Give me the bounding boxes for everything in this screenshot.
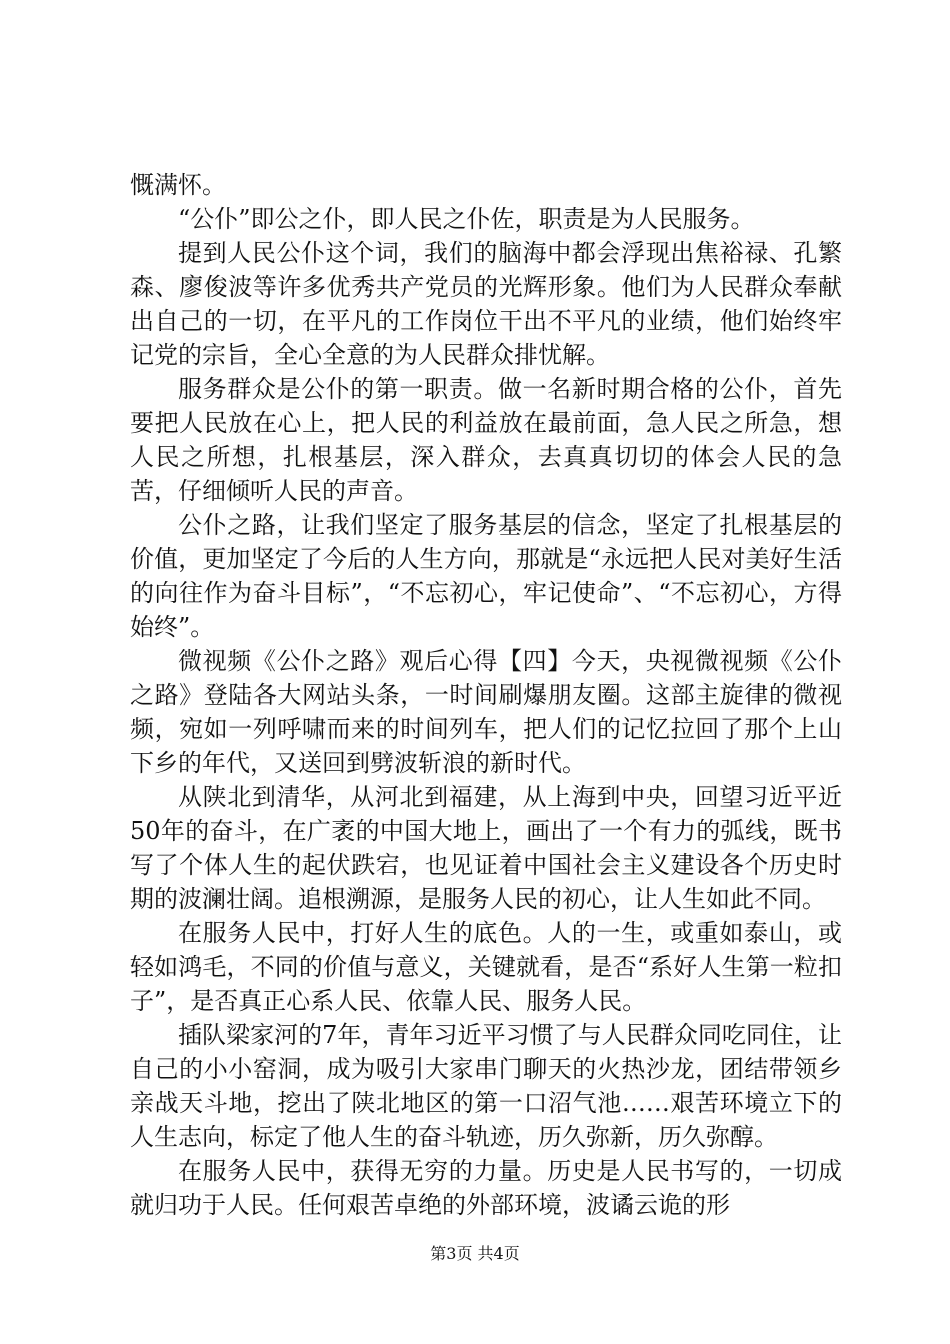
paragraph-life-foundation: 在服务人民中，打好人生的底色。人的一生，或重如泰山，或轻如鸿毛，不同的价值与意义，关键就看，是否“系好人生第一粒扣子”，是否真正心系人民、依靠人民、服务人民。 (130, 919, 842, 1015)
paragraph-reflection-four: 微视频《公仆之路》观后心得【四】今天，央视微视频《公仆之路》登陆各大网站头条，一时间刷爆朋友圈。这部主旋律的微视频，宛如一列呼啸而来的时间列车，把人们的记忆拉回了那个上山下乡的年代，又送回到劈波斩浪的新时代。 (130, 647, 842, 777)
paragraph-continuation: 慨满怀。 (130, 171, 226, 199)
paragraph-fifty-years: 从陕北到清华，从河北到福建，从上海到中央，回望习近平近50年的奋斗，在广袤的中国大地上，画出了一个有力的弧线，既书写了个体人生的起伏跌宕，也见证着中国社会主义建设各个历史时期的波澜壮阔。追根溯源，是服务人民的初心，让人生如此不同。 (130, 783, 842, 913)
paragraph-endless-strength: 在服务人民中，获得无穷的力量。历史是人民书写的，一切成就归功于人民。任何艰苦卓绝的外部环境，波谲云诡的形 (130, 1157, 842, 1219)
paragraph-exemplars: 提到人民公仆这个词，我们的脑海中都会浮现出焦裕禄、孔繁森、廖俊波等许多优秀共产党员的光辉形象。他们为人民群众奉献出自己的一切，在平凡的工作岗位干出不平凡的业绩，他们始终牢记党的宗旨，全心全意的为人民群众排忧解。 (130, 239, 842, 369)
document-body (130, 168, 842, 1222)
page-footer: 第3页 共4页 (430, 1244, 520, 1263)
paragraph-serving-masses: 服务群众是公仆的第一职责。做一名新时期合格的公仆，首先要把人民放在心上，把人民的利益放在最前面，急人民之所急，想人民之所想，扎根基层，深入群众，去真真切切的体会人民的急苦，仔细倾听人民的声音。 (130, 375, 842, 505)
paragraph-path-of-servant: 公仆之路，让我们坚定了服务基层的信念，坚定了扎根基层的价值，更加坚定了今后的人生方向，那就是“永远把人民对美好生活的向往作为奋斗目标”，“不忘初心，牢记使命”、“不忘初心，方得始终”。 (130, 511, 842, 641)
paragraph-liangjiahe: 插队梁家河的7年，青年习近平习惯了与人民群众同吃同住，让自己的小小窑洞，成为吸引大家串门聊天的火热沙龙，团结带领乡亲战天斗地，挖出了陕北地区的第一口沼气池……艰苦环境立下的人生志向，标定了他人生的奋斗轨迹，历久弥新，历久弥醇。 (130, 1021, 842, 1151)
paragraph-gongpu-definition: “公仆”即公之仆，即人民之仆佐，职责是为人民服务。 (178, 205, 755, 233)
